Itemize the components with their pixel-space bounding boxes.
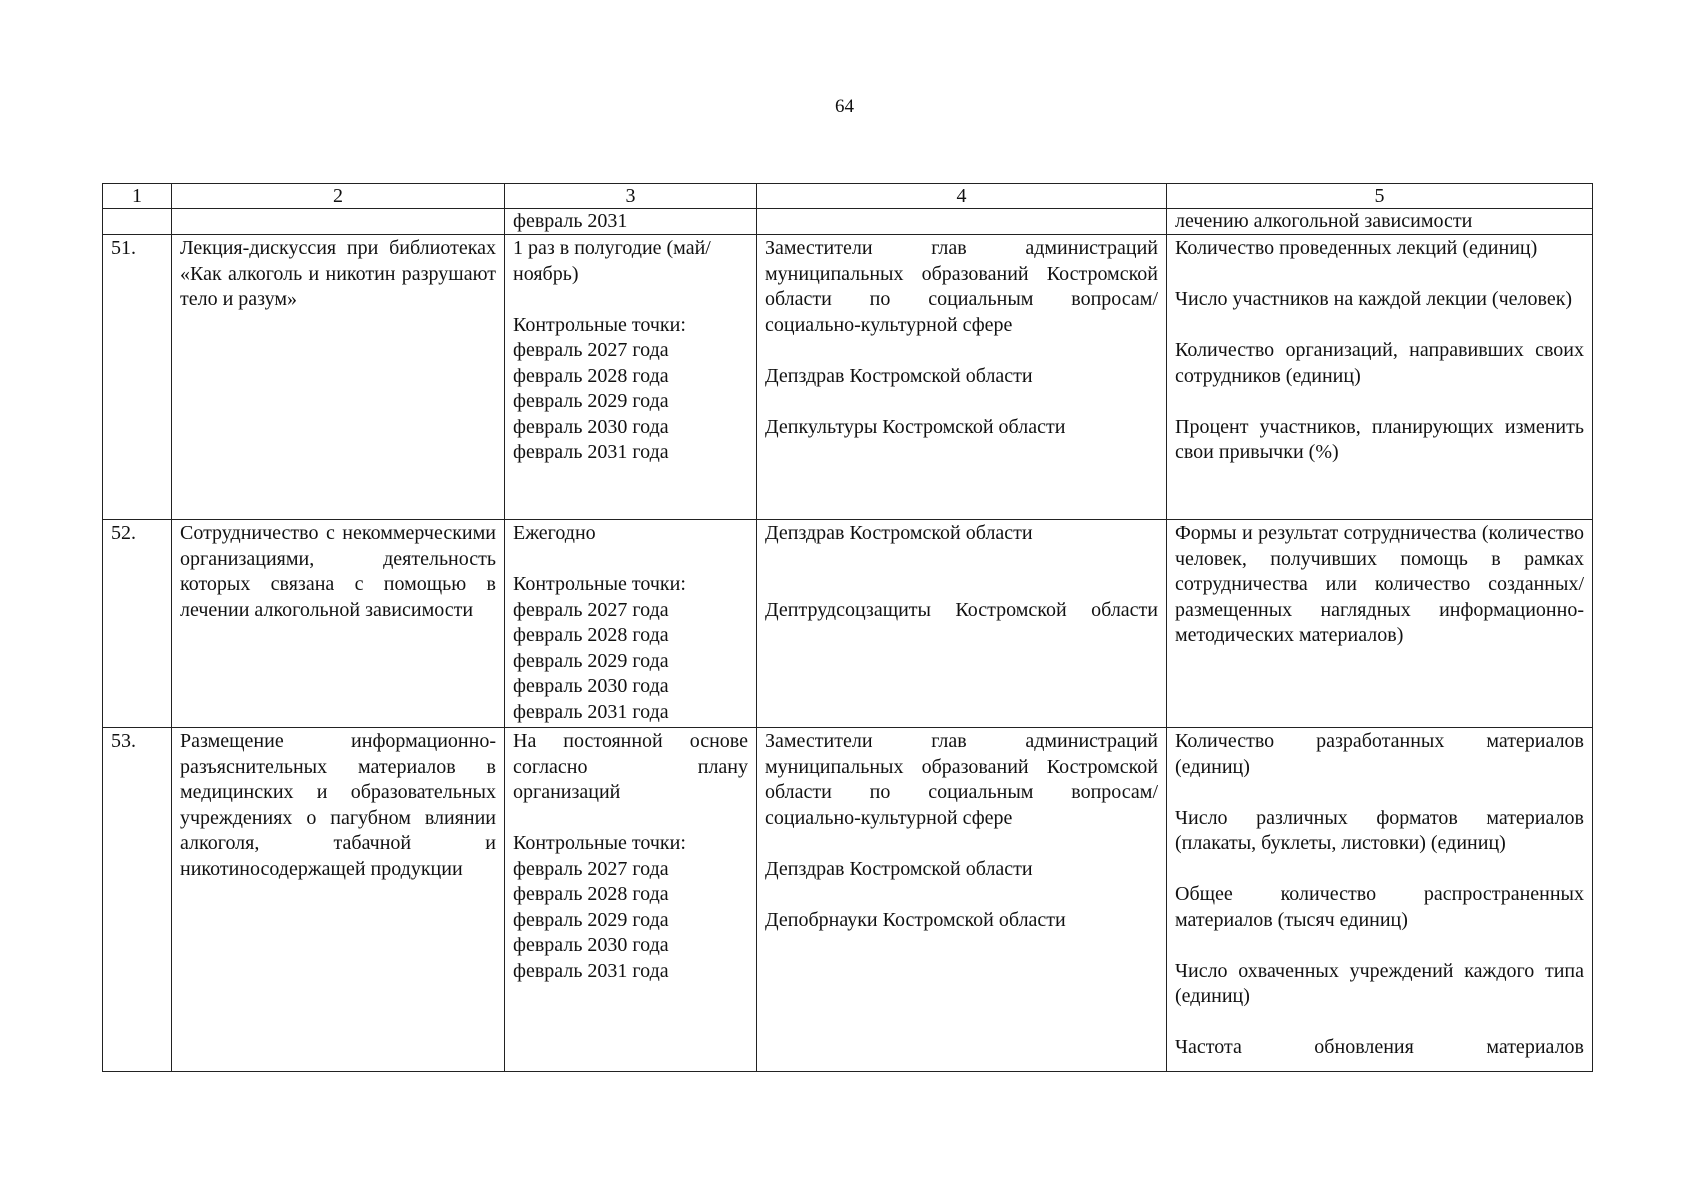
- responsible-cell: [757, 728, 1167, 1072]
- table-row: [103, 728, 1593, 1072]
- page-number: 64: [835, 96, 854, 117]
- responsible-entry: Заместители глав администраций муниципальных образований Костромской области по социальным вопросам/ социально-культурной сфере: [765, 237, 1158, 336]
- indicator: Число охваченных учреждений каждого типа (единиц): [1175, 959, 1584, 1007]
- checkpoint: февраль 2029 года: [513, 649, 669, 672]
- period-cell: [505, 728, 757, 1072]
- checkpoint: февраль 2028 года: [513, 364, 669, 387]
- checkpoint: февраль 2029 года: [513, 390, 669, 412]
- responsible-entry: Заместители глав администраций муниципальных образований Костромской области по социальным вопросам/ социально-культурной сфере: [765, 730, 1158, 829]
- indicators-cell: [1167, 235, 1593, 520]
- checkpoints-label: Контрольные точки:: [513, 832, 686, 854]
- responsible-cell: [757, 520, 1167, 728]
- period-cell: [505, 235, 757, 520]
- checkpoints-label: Контрольные точки:: [513, 573, 686, 595]
- responsible-cell: [757, 235, 1167, 520]
- column-number-2: 2: [172, 184, 505, 209]
- continuation-row: [103, 209, 1593, 235]
- indicators-cell: [1167, 728, 1593, 1072]
- row-number: 53.: [103, 728, 172, 1072]
- checkpoint: февраль 2031 года: [513, 959, 669, 982]
- table-header-row: [103, 184, 1593, 209]
- period-cell: [505, 520, 757, 728]
- checkpoint: февраль 2030 года: [513, 675, 669, 697]
- checkpoint: февраль 2030 года: [513, 415, 669, 438]
- table-row: [103, 520, 1593, 728]
- column-number-1: 1: [103, 184, 172, 209]
- indicator: Количество проведенных лекций (единиц): [1175, 237, 1538, 259]
- indicators-cell: [1167, 520, 1593, 728]
- checkpoint: февраль 2027 года: [513, 598, 669, 621]
- measures-table: [102, 183, 1593, 1072]
- event-cell: Сотрудничество с некоммерческими организациями, деятельность которых связана с помощью в лечении алкогольной зависимости: [172, 520, 505, 728]
- indicator: Количество организаций, направивших своих сотрудников (единиц): [1175, 339, 1584, 387]
- checkpoints-label: Контрольные точки:: [513, 313, 686, 336]
- column-number-5: 5: [1167, 184, 1593, 209]
- indicator: Общее количество распространенных материалов (тысяч единиц): [1175, 883, 1584, 931]
- responsible-entry: Депобрнауки Костромской области: [765, 908, 1066, 931]
- checkpoint: февраль 2031 года: [513, 700, 669, 723]
- responsible-entry: Депкультуры Костромской области: [765, 415, 1066, 438]
- responsible-entry: Депздрав Костромской области: [765, 364, 1033, 387]
- checkpoint: февраль 2029 года: [513, 908, 669, 931]
- period-text: На постоянной основе согласно плану организаций: [513, 730, 748, 803]
- checkpoint: февраль 2027 года: [513, 339, 669, 361]
- checkpoint: февраль 2027 года: [513, 857, 669, 880]
- indicator: Число различных форматов материалов (плакаты, буклеты, листовки) (единиц): [1175, 806, 1584, 854]
- indicator: Формы и результат сотрудничества (количество человек, получивших помощь в рамках сотрудничества или количество созданных/размещенных наглядных информационно-методических материалов): [1175, 522, 1584, 646]
- period-text: 1 раз в полугодие (май/ ноябрь): [513, 237, 711, 285]
- indicator: Частота обновления материалов: [1175, 1036, 1584, 1058]
- period-text: Ежегодно: [513, 522, 596, 544]
- event-cell: Размещение информационно-разъяснительных материалов в медицинских и образовательных учреждениях о пагубном влиянии алкоголя, табачной и никотиносодержащей продукции: [172, 728, 505, 1072]
- checkpoint: февраль 2028 года: [513, 883, 669, 905]
- row-number: 52.: [103, 520, 172, 728]
- checkpoint: февраль 2028 года: [513, 624, 669, 646]
- column-number-3: 3: [505, 184, 757, 209]
- event-cell: Лекция-дискуссия при библиотеках «Как алкоголь и никотин разрушают тело и разум»: [172, 235, 505, 520]
- responsible-entry: Дептрудсоцзащиты Костромской области: [765, 598, 1158, 621]
- row-number: 51.: [103, 235, 172, 520]
- column-number-4: 4: [757, 184, 1167, 209]
- responsible-entry: Депздрав Костромской области: [765, 857, 1033, 880]
- checkpoint: февраль 2031 года: [513, 441, 669, 463]
- table-row: [103, 235, 1593, 520]
- responsible-entry: Депздрав Костромской области: [765, 522, 1033, 544]
- continuation-period: февраль 2031: [505, 209, 757, 235]
- continuation-indicator: лечению алкогольной зависимости: [1167, 209, 1593, 235]
- indicator: Число участников на каждой лекции (человек): [1175, 288, 1573, 310]
- indicator: Процент участников, планирующих изменить свои привычки (%): [1175, 415, 1584, 463]
- checkpoint: февраль 2030 года: [513, 934, 669, 956]
- indicator: Количество разработанных материалов (единиц): [1175, 730, 1584, 778]
